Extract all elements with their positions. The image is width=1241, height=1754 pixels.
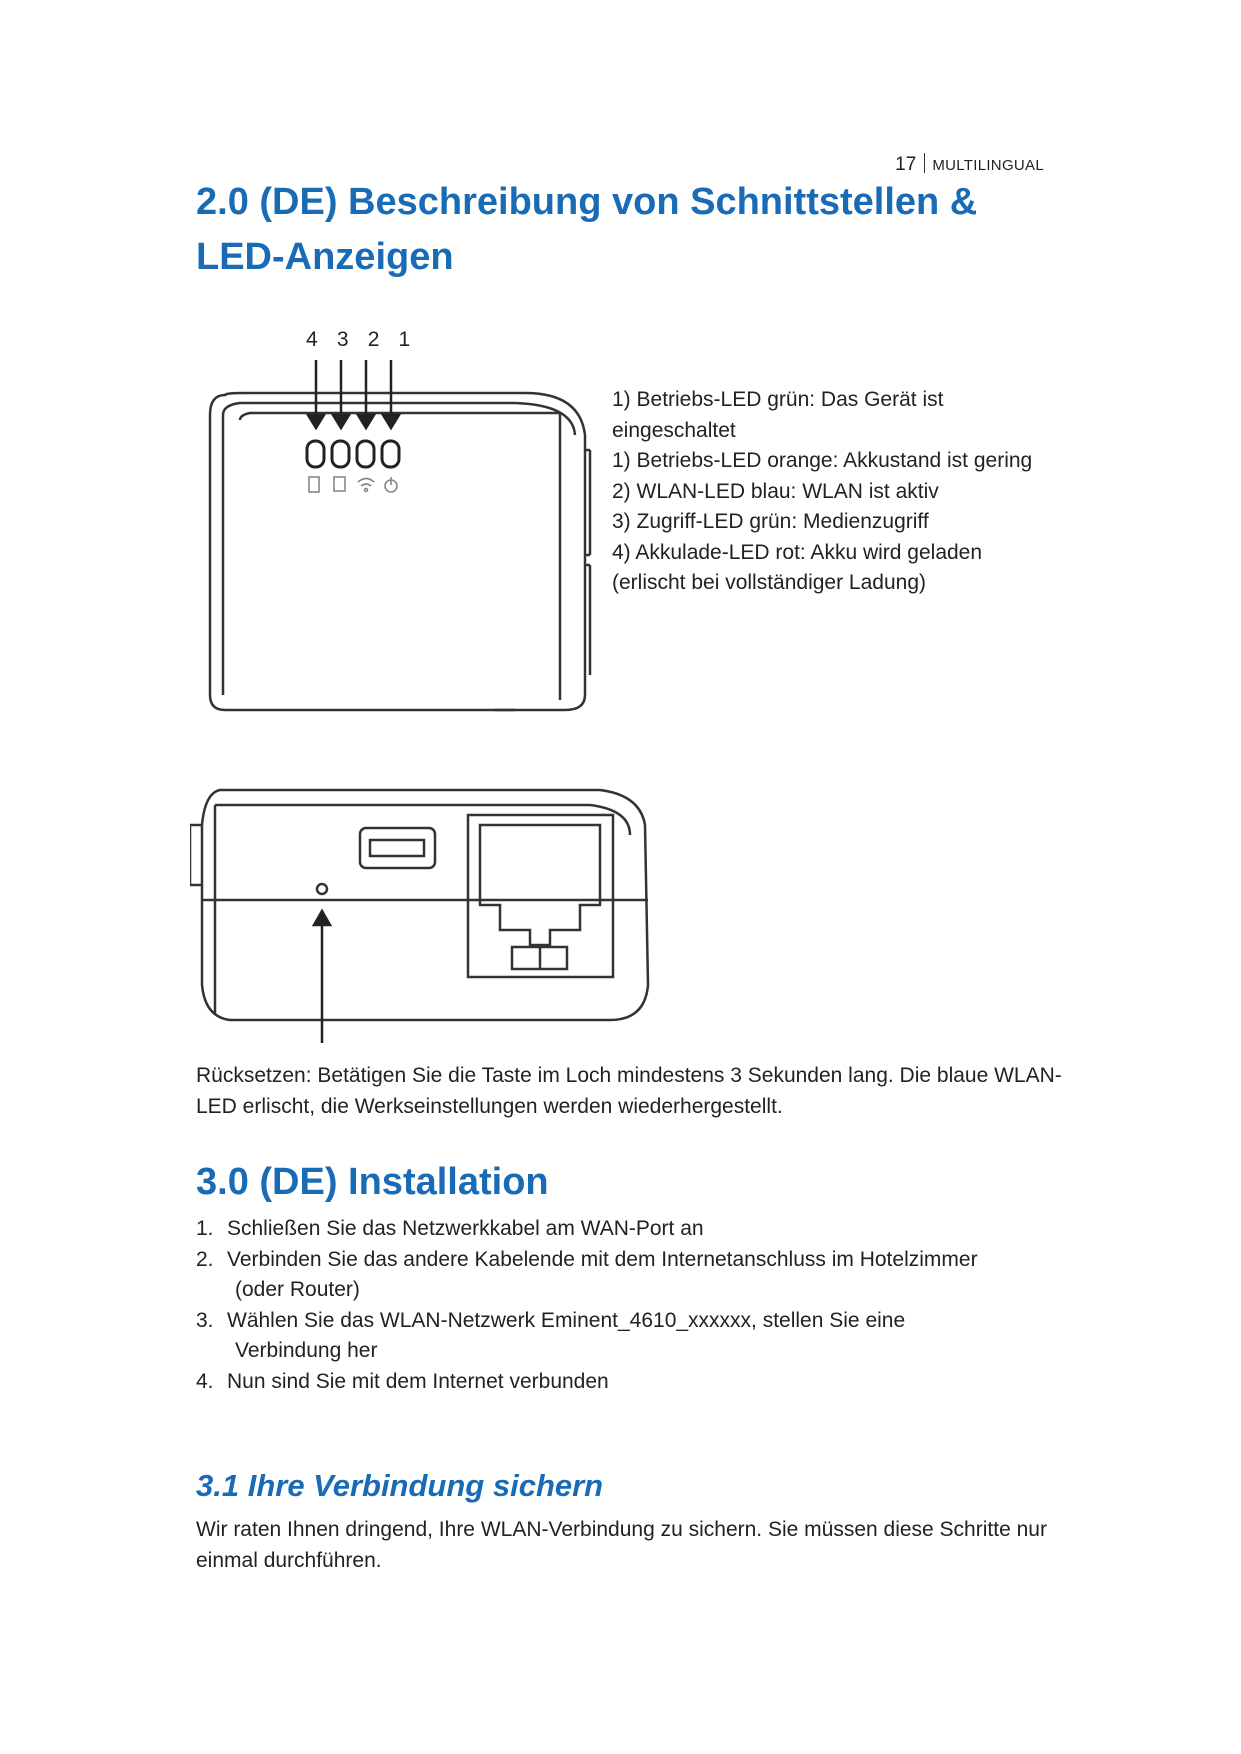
led-number-1: 1	[398, 328, 411, 351]
step-text-continued: Verbindung her	[235, 1339, 378, 1362]
step-number: 1.	[196, 1217, 214, 1240]
list-item	[196, 1306, 1076, 1367]
page-header	[895, 150, 1044, 176]
header-label: MULTILINGUAL	[932, 157, 1044, 174]
section-3-1-title: 3.1 Ihre Verbindung sichern	[196, 1468, 604, 1503]
page-number: 17	[895, 154, 917, 175]
device-side-illustration	[190, 785, 670, 1045]
led-description: 4) Akkulade-LED rot: Akku wird geladen (erlischt bei vollständiger Ladung)	[612, 540, 983, 594]
led-description: 1) Betriebs-LED orange: Akkustand ist gering	[612, 449, 1033, 472]
secure-connection-text: Wir raten Ihnen dringend, Ihre WLAN-Verbindung zu sichern. Sie müssen diese Schritte nur einmal durchführen.	[196, 1518, 1047, 1572]
led-description: 2) WLAN-LED blau: WLAN ist aktiv	[612, 479, 939, 503]
step-text: Schließen Sie das Netzwerkkabel am WAN-Port an	[227, 1217, 704, 1240]
led-number-3: 3	[336, 328, 349, 351]
led-description-list	[612, 385, 1052, 599]
list-item	[196, 1214, 1076, 1245]
list-item	[196, 1245, 1076, 1306]
step-text-continued: (oder Router)	[235, 1278, 360, 1301]
led-description: 1) Betriebs-LED grün: Das Gerät ist eingeschaltet	[612, 388, 944, 442]
step-body	[227, 1306, 905, 1367]
device-front-illustration	[195, 355, 625, 725]
step-number: 4.	[196, 1369, 214, 1393]
led-number-2: 2	[367, 328, 380, 351]
header-separator	[924, 153, 925, 173]
led-number-4: 4	[306, 328, 318, 351]
section-2-title: 2.0 (DE) Beschreibung von Schnittstellen & LED-Anzeigen	[196, 181, 978, 278]
list-item	[196, 1367, 1076, 1398]
step-number: 2.	[196, 1247, 214, 1271]
step-number: 3.	[196, 1308, 214, 1332]
step-text: Nun sind Sie mit dem Internet verbunden	[227, 1369, 609, 1393]
step-text: Verbinden Sie das andere Kabelende mit dem Internetanschluss im Hotelzimmer	[227, 1247, 978, 1271]
step-body	[227, 1245, 978, 1306]
section-3-title: 3.0 (DE) Installation	[196, 1161, 549, 1203]
installation-steps	[196, 1214, 1076, 1397]
step-text: Wählen Sie das WLAN-Netzwerk Eminent_4610_xxxxxx, stellen Sie eine	[227, 1308, 906, 1332]
reset-description: Rücksetzen: Betätigen Sie die Taste im Loch mindestens 3 Sekunden lang. Die blaue WLAN-LED erlischt, die Werkseinstellungen werden wiederhergestellt.	[196, 1064, 1062, 1118]
led-description: 3) Zugriff-LED grün: Medienzugriff	[612, 510, 929, 533]
led-number-labels	[306, 328, 424, 352]
